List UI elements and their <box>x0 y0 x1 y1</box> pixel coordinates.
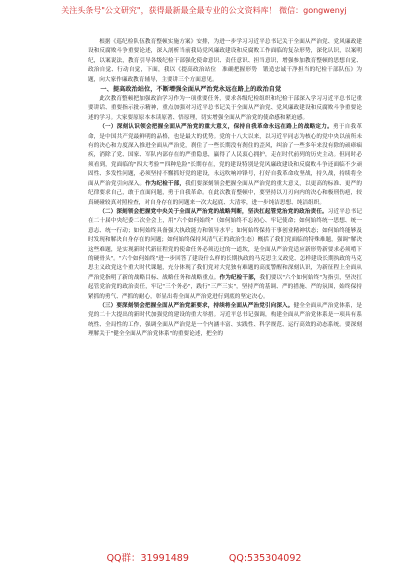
qq-group: QQ群：31991489 <box>106 553 189 564</box>
paragraph-2 <box>88 123 362 208</box>
paragraph-2-text: 勇于自我革命，是中国共产党最鲜明的品格，也是最大的优势。党的十八大以来，以习近平同志为核心的党中央以前所未有的决心和力度深入推进全面从严治党，刹住了一些长期没有刹住的歪风，纠治了一些多年来没有除的顽瘴痼疾，消除了党、国家、军队内部存在的严重隐患，赢得了人民衷心拥护，走在时代前列的历史主动。但同时必须看到，党面临的"四大考验""四种危险"长期存在，党的建设特别是党风廉政建设和反腐败斗争还面临不少顽固性、多发性问题，必须坚持不懈抓好党的建设，永远吹响冲锋号，打好自我革命攻坚战，持久战，持续将全面从严治党引向深入。 <box>88 124 362 187</box>
paragraph-4 <box>88 302 362 340</box>
emphasis-1: 作为纪检干部， <box>145 180 186 187</box>
emphasis-2: 作为纪检干部， <box>219 274 260 281</box>
qq-number: QQ:535304092 <box>228 553 302 564</box>
subsection-heading-2: （二）深刻领会把握党中央关于全面从严治党的战略判断，坚决扛起管党治党的政治责任。 <box>99 208 328 215</box>
intro-paragraph: 根据《巡纪检队伍教育整顿实施方案》安排，为进一步学习习近平总书记关于全面从严治党、党风廉政建设和反腐败斗争重要论述，深入剖析当前我局党风廉政建设和反腐败工作面临的复杂形势，深化认识，以案明纪，以案说法，教育引导各级纪检干部强化使命意识、责任意识、担当意识，增强参加教育整顿的思想自觉、政治自觉、行动自觉，下面，我以《提高政治站位 准确把握形势 锻造忠诚干净担当的纪检干部队伍》为题，向大家作廉政教育辅导，主要讲三个方面意见。 <box>88 39 362 83</box>
subsection-heading-3: （三）要深刻领会把握全面从严治党新要求，持续将全面从严治党引向深入。 <box>99 302 294 309</box>
paragraph-4-text: 健全全面从严治党体系，是党的二十大提出的新时代加强党的建设的重大举措。习近平总书记强调，构建全面从严治党体系是一项具有系统性、全局性的工作，强调全面从严治党是一个内涵丰富、实践性、科学规范、运行高效的动态系统。要深刻理解关于"健全全面从严治党体系"的重要论述，把全的 <box>88 302 362 338</box>
contact-footer <box>0 553 408 565</box>
section-heading-1: 一、提高政治站位，不断增强全面从严治党永远在路上的政治自觉 <box>100 86 282 94</box>
promo-banner: 关注头条号"公文研究"，获得最新最全最专业的公文资料库！ 微信：gongwenyj <box>61 6 347 15</box>
document-body <box>88 38 362 340</box>
paragraph-3-tail: 我们要以"六个如何始终"为指引，坚决扛起管党治党的政治责任，牢记"三个务必"，践行"三严三实"，坚持严的基调、严的措施、严的氛围，始终保持紧抓的勇气、严抓的耐心，彰显出将全面从严治党进行到底的坚定决心。 <box>88 274 362 300</box>
paragraph-2-tail: 我们要深刻领会把握全面从严治党的重大意义，以更高的标准、更严的纪律要求自己，敢于直面问题，勇于自我革命。在此次教育整顿中，要坚持以刀刃向内的决心和极刑伤疤，较真硬碰较真对照检查，对自身存在的问题来一次大起底、大清零，进一步纯洁思想、纯洁组织。 <box>88 180 362 206</box>
paragraph-3 <box>88 208 362 302</box>
subsection-heading-1: （一）深刻认识领会把握全面从严治党的重大意义，保持自我革命永远在路上的战略定力。 <box>99 124 333 131</box>
paragraph-3-text: 习近平总书记在二十届中央纪委二次全会上，用"六个如何始终"（如何始终不忘初心、牢记使命；如何始终统一思想、统一意志、统一行动；如何始终具备强大执政能力和领导水平；如何始终保持干事创业精神状态；如何始终能够及时发现和解决自身存在的问题；如何始终保持风清气正的政治生态）概括了我们党面临的特殊难题，强调"解决这些难题，是实现新时代新征程党的使命任务必须迈过的一道坎，是全面从严治党适应新形势新要求必须啃下的硬骨头"。"六个如何始终"进一步回答了建设什么样的长期执政的马克思主义政党、怎样建设长期执政的马克思主义政党这个重大时代课题，充分体现了我们党对大党独有难题的高度警醒和深刻认识，为新征程上全面从严治党指明了新的战略目标、战略任务和战略重点。 <box>88 208 362 281</box>
paragraph-1: 此次教育整顿把加强政治学习作为一项重要任务，要求各级纪检组织和纪检干部深入学习习近平总书记重要讲话、重要指示批示精神，重点加强对习近平总书记关于全面从严治党、党风廉政建设和反腐败斗争重要论述的学习。大家要原原本本读原著、悟原理，切实增强全面从严治党的使命感和紧迫感。 <box>88 96 362 121</box>
